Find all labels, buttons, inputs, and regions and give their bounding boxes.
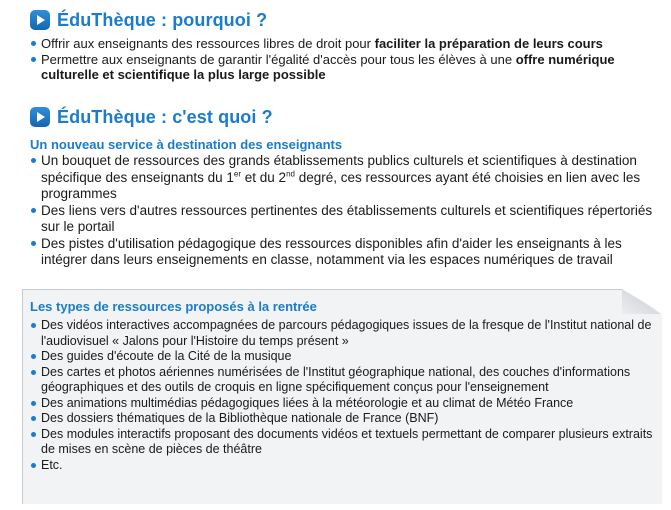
play-icon: [30, 107, 50, 127]
play-icon: [30, 10, 50, 30]
list-item: Des animations multimédias pédagogiques liées à la météorologie et au climat de Météo France: [30, 396, 663, 412]
section-types-ressources: [30, 297, 663, 473]
section-subtitle: Les types de ressources proposés à la rentrée: [30, 299, 317, 314]
list-item: Un bouquet de ressources des grands établissements publics culturels et scientifiques à destination spécifique des enseignants du 1er et du 2nd degré, ces ressources ayant été choisies en lien avec les programmes: [30, 153, 663, 203]
section-title-row: [30, 105, 663, 129]
list-item: Etc.: [30, 458, 663, 474]
bullet-list: [30, 318, 663, 473]
section-subtitle: Un nouveau service à destination des enseignants: [30, 137, 343, 152]
list-item: Des liens vers d'autres ressources pertinentes des établissements culturels et scientifiques répertoriés sur le portail: [30, 203, 663, 236]
section-title: ÉduThèque : pourquoi ?: [57, 9, 268, 30]
section-pourquoi: [30, 8, 663, 83]
list-item: Des pistes d'utilisation pédagogique des ressources disponibles afin d'aider les enseignants à les intégrer dans leurs enseignements en classe, notamment via les espaces numériques de travail: [30, 236, 663, 269]
list-item: Offrir aux enseignants des ressources libres de droit pour faciliter la préparation de leurs cours: [30, 36, 663, 52]
list-item: Des cartes et photos aériennes numérisées de l'Institut géographique national, des couches d'informations géographiques et des outils de croquis en ligne spécifiquement conçus pour l'enseignement: [30, 365, 663, 396]
bullet-list: [30, 36, 663, 83]
list-item: Permettre aux enseignants de garantir l'égalité d'accès pour tous les élèves à une offre numérique culturelle et scientifique la plus large possible: [30, 52, 663, 83]
section-cest-quoi: [30, 105, 663, 269]
list-item: Des dossiers thématiques de la Bibliothèque nationale de France (BNF): [30, 411, 663, 427]
list-item: Des vidéos interactives accompagnées de parcours pédagogiques issues de la fresque de l'Institut national de l'audiovisuel « Jalons pour l'Histoire du temps présent »: [30, 318, 663, 349]
section-title-row: [30, 8, 663, 32]
list-item: Des modules interactifs proposant des documents vidéos et textuels permettant de comparer plusieurs extraits de mises en scène de pièces de théâtre: [30, 427, 663, 458]
section-title: ÉduThèque : c'est quoi ?: [57, 106, 273, 127]
bullet-list: [30, 153, 663, 269]
list-item: Des guides d'écoute de la Cité de la musique: [30, 349, 663, 365]
